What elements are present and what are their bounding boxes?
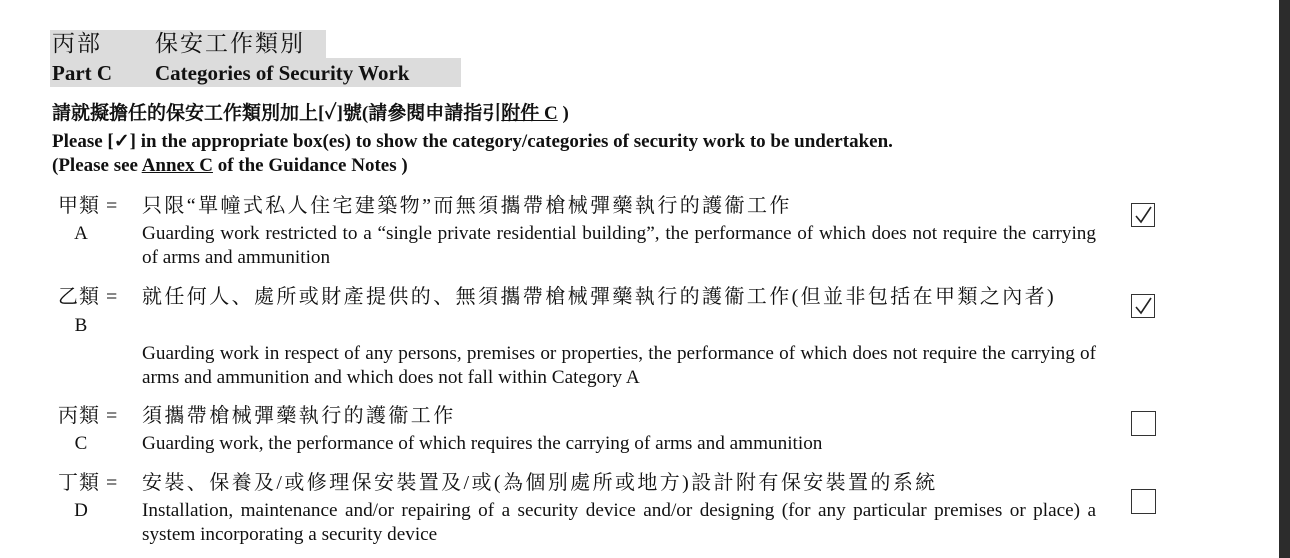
category-a-desc-en: Guarding work restricted to a “single private residential building”, the performance of which does not require the carrying of arms and ammunition (142, 223, 1096, 268)
category-a-checkbox[interactable] (1131, 203, 1155, 227)
category-c-desc-zh: 須攜帶槍械彈藥執行的護衞工作 (142, 405, 456, 427)
page-edge (1279, 0, 1290, 558)
part-heading-zh (50, 30, 326, 58)
category-a-letter: A (74, 223, 88, 244)
category-a-key: 甲類 = (58, 195, 119, 217)
part-number-en: Part C (52, 61, 113, 85)
category-c-letter: C (74, 433, 88, 454)
part-title-en: Categories of Security Work (155, 61, 410, 85)
checkmark-icon (1133, 205, 1153, 225)
instruction-en: Please [✓] in the appropriate box(es) to show the category/categories of security work to be undertaken. (52, 131, 893, 152)
part-title-zh: 保安工作類別 (155, 31, 305, 56)
category-a-desc-zh: 只限“單幢式私人住宅建築物”而無須攜帶槍械彈藥執行的護衞工作 (142, 195, 792, 217)
checkmark-icon (1133, 296, 1153, 316)
instruction-zh: 請就擬擔任的保安工作類別加上[✓]號(請參閱申請指引附件 C ) (52, 103, 569, 124)
category-d-letter: D (74, 500, 88, 521)
category-d-key: 丁類 = (58, 472, 119, 494)
category-b-desc-en: Guarding work in respect of any persons, premises or properties, the performance of which does not require the carrying of arms and ammunition and which does not fall within Category A (142, 343, 1096, 388)
category-c-checkbox[interactable] (1131, 411, 1156, 436)
category-c-key: 丙類 = (58, 405, 119, 427)
category-c-desc-en: Guarding work, the performance of which requires the carrying of arms and ammunition (142, 433, 823, 454)
part-number-zh: 丙部 (52, 31, 102, 56)
category-d-desc-zh: 安裝、保養及/或修理保安裝置及/或(為個別處所或地方)設計附有保安裝置的系統 (142, 472, 938, 494)
category-b-desc-zh: 就任何人、處所或財產提供的、無須攜帶槍械彈藥執行的護衞工作(但並非包括在甲類之內者) (142, 286, 1057, 308)
annex-link-zh: 附件 C (501, 103, 558, 124)
instruction-en-annex-note: (Please see Annex C of the Guidance Notes ) (52, 155, 408, 176)
category-d-checkbox[interactable] (1131, 489, 1156, 514)
annex-link-en: Annex C (141, 155, 213, 176)
category-b-checkbox[interactable] (1131, 294, 1155, 318)
part-heading-en (50, 58, 461, 87)
category-b-letter: B (74, 315, 88, 336)
category-b-key: 乙類 = (58, 286, 119, 308)
category-d-desc-en: Installation, maintenance and/or repairing of a security device and/or designing (for any particular premises or place) a system incorporating a security device (142, 500, 1096, 545)
